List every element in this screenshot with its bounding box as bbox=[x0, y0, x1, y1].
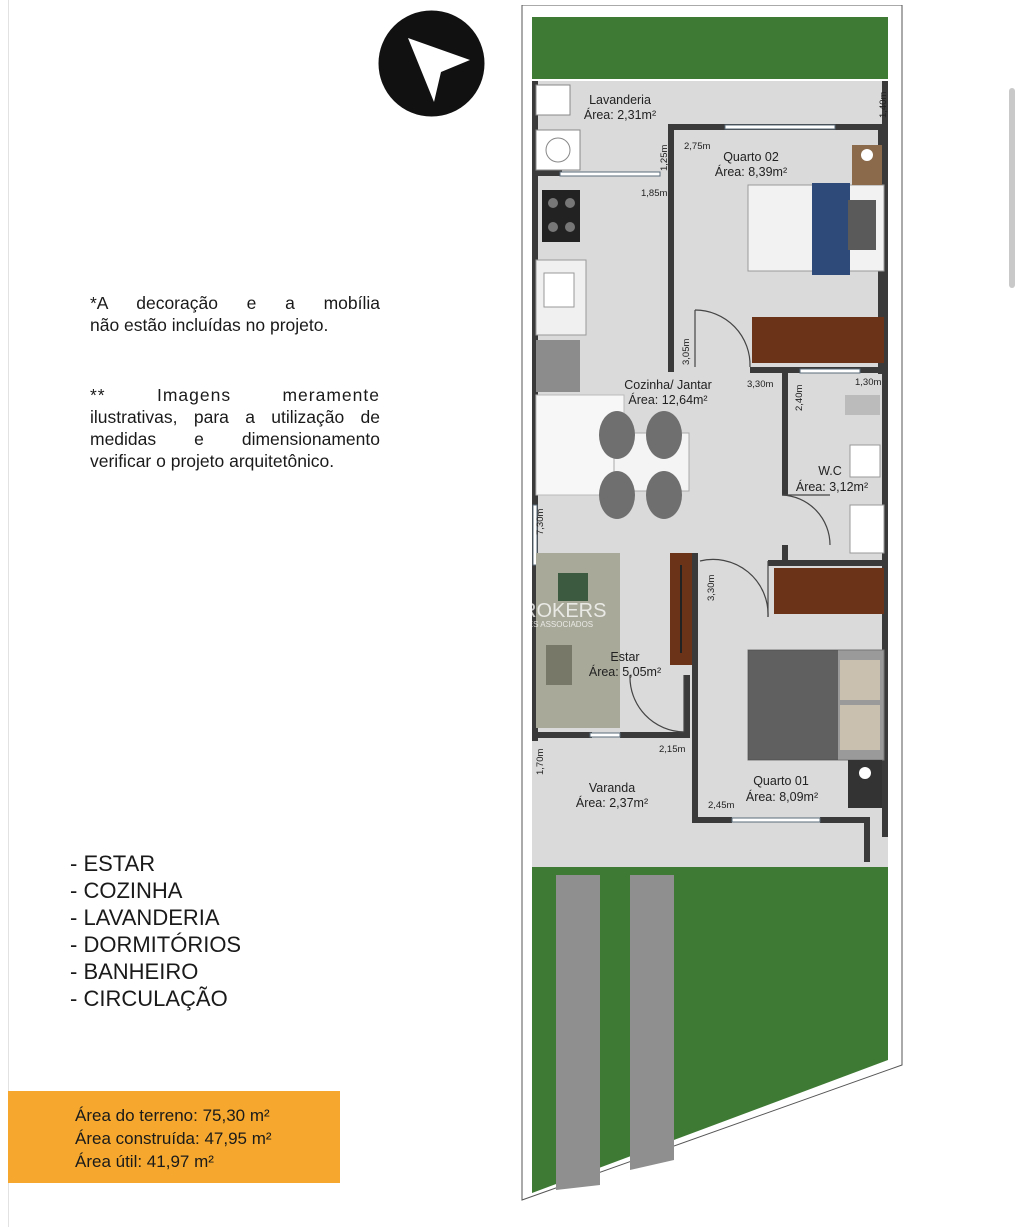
wardrobe bbox=[774, 568, 884, 614]
watermark-text: ROKERS bbox=[522, 600, 607, 622]
rooms-list-item: - LAVANDERIA bbox=[70, 905, 220, 930]
fridge bbox=[536, 340, 580, 392]
chair bbox=[646, 471, 682, 519]
driveway-strip bbox=[556, 875, 600, 1190]
land-area-text: Área do terreno: 75,30 m² bbox=[75, 1106, 270, 1125]
rooms-list-item: - CIRCULAÇÃO bbox=[70, 986, 228, 1011]
illustrative-note-line-3: medidas e dimensionamento bbox=[90, 429, 380, 449]
wall-quarto01-bottom-a bbox=[692, 817, 732, 823]
room-name-varanda: Varanda bbox=[588, 781, 636, 795]
window bbox=[590, 733, 620, 737]
pillow bbox=[840, 660, 880, 700]
room-area-quarto02: Área: 8,39m² bbox=[714, 165, 788, 179]
wall-quarto01-top bbox=[768, 560, 888, 566]
room-name-estar: Estar bbox=[610, 650, 640, 664]
built-area-text: Área construída: 47,95 m² bbox=[75, 1129, 272, 1148]
wall-quarto01-left bbox=[692, 553, 698, 823]
wardrobe bbox=[752, 317, 884, 363]
dimension-label: 1,85m bbox=[641, 188, 668, 199]
room-area-estar: Área: 5,05m² bbox=[588, 665, 662, 679]
floor-plan bbox=[520, 5, 904, 1204]
window bbox=[725, 125, 835, 129]
chair bbox=[599, 471, 635, 519]
lamp bbox=[859, 767, 871, 779]
rooms-list bbox=[70, 850, 241, 1012]
bed-blanket bbox=[748, 650, 838, 760]
washing-machine bbox=[536, 130, 580, 170]
wall-estar-bottom-a bbox=[532, 732, 592, 738]
areas-summary-box bbox=[8, 1091, 340, 1183]
dimension-label: 2,15m bbox=[659, 744, 686, 755]
room-area-lavanderia: Área: 2,31m² bbox=[583, 108, 657, 122]
furniture-note bbox=[90, 292, 380, 336]
bathroom-sink bbox=[850, 505, 884, 553]
wall-estar-right bbox=[684, 675, 690, 738]
chair bbox=[599, 411, 635, 459]
north-arrow-icon bbox=[378, 10, 485, 117]
dimension-label: 1,25m bbox=[659, 144, 670, 171]
dimension-label: 3,30m bbox=[747, 379, 774, 390]
furniture-note-line-2: não estão incluídas no projeto. bbox=[90, 315, 329, 335]
scrollbar-thumb[interactable] bbox=[1009, 88, 1015, 288]
window bbox=[560, 172, 660, 176]
dimension-label: 3,05m bbox=[681, 338, 692, 365]
useful-area-text: Área útil: 41,97 m² bbox=[75, 1152, 214, 1171]
rooms-list-item: - DORMITÓRIOS bbox=[70, 932, 242, 957]
illustrative-note-line-2: ilustrativas, para a utilização de bbox=[90, 407, 380, 427]
furniture-note-line-1: *A decoração e a mobília bbox=[90, 293, 380, 313]
room-name-lavanderia: Lavanderia bbox=[589, 93, 651, 107]
bed-blanket bbox=[812, 183, 850, 275]
cushion bbox=[546, 645, 572, 685]
wall-laundry bbox=[532, 170, 562, 176]
page-edge-line bbox=[8, 0, 9, 1227]
laundry-sink bbox=[536, 85, 570, 115]
top-garden bbox=[532, 17, 888, 79]
room-area-wc: Área: 3,12m² bbox=[795, 480, 869, 494]
watermark-subtext: RES ASSOCIADOS bbox=[522, 620, 594, 629]
rooms-list-item: - BANHEIRO bbox=[70, 959, 199, 984]
dimension-label: 2,40m bbox=[794, 384, 805, 411]
window bbox=[732, 818, 820, 822]
dimension-label: 1,40m bbox=[878, 91, 889, 118]
pillow bbox=[840, 705, 880, 750]
room-name-wc: W.C bbox=[818, 464, 842, 478]
illustrative-note-line-1: ** Imagens meramente bbox=[90, 385, 380, 405]
chair bbox=[646, 411, 682, 459]
illustrative-note bbox=[90, 384, 380, 472]
dimension-label: 3,30m bbox=[706, 574, 717, 601]
shower bbox=[845, 395, 880, 415]
wall-corner bbox=[864, 817, 870, 862]
lamp bbox=[861, 149, 873, 161]
rooms-list-item: - COZINHA bbox=[70, 878, 183, 903]
toilet bbox=[850, 445, 880, 477]
room-area-quarto01: Área: 8,09m² bbox=[745, 790, 819, 804]
room-area-cozinha: Área: 12,64m² bbox=[628, 393, 708, 407]
dimension-label: 1,70m bbox=[535, 748, 546, 775]
dimension-label: 2,45m bbox=[708, 800, 735, 811]
dimension-label: 2,75m bbox=[684, 141, 711, 152]
room-area-varanda: Área: 2,37m² bbox=[575, 796, 649, 810]
room-name-cozinha: Cozinha/ Jantar bbox=[624, 378, 712, 392]
cushion bbox=[558, 573, 588, 601]
pillow bbox=[848, 200, 876, 250]
window bbox=[800, 369, 860, 373]
dimension-label: 1,30m bbox=[855, 377, 882, 388]
stove bbox=[542, 190, 580, 242]
rooms-list-item: - ESTAR bbox=[70, 851, 156, 876]
dimension-label: 7,30m bbox=[535, 508, 546, 535]
driveway-strip bbox=[630, 875, 674, 1170]
illustrative-note-line-4: verificar o projeto arquitetônico. bbox=[90, 451, 335, 471]
wall-quarto01-bottom-b bbox=[820, 817, 870, 823]
wall-wc-left bbox=[782, 367, 788, 495]
room-name-quarto02: Quarto 02 bbox=[723, 150, 779, 164]
room-name-quarto01: Quarto 01 bbox=[753, 774, 809, 788]
wall-estar-bottom-b bbox=[620, 732, 690, 738]
